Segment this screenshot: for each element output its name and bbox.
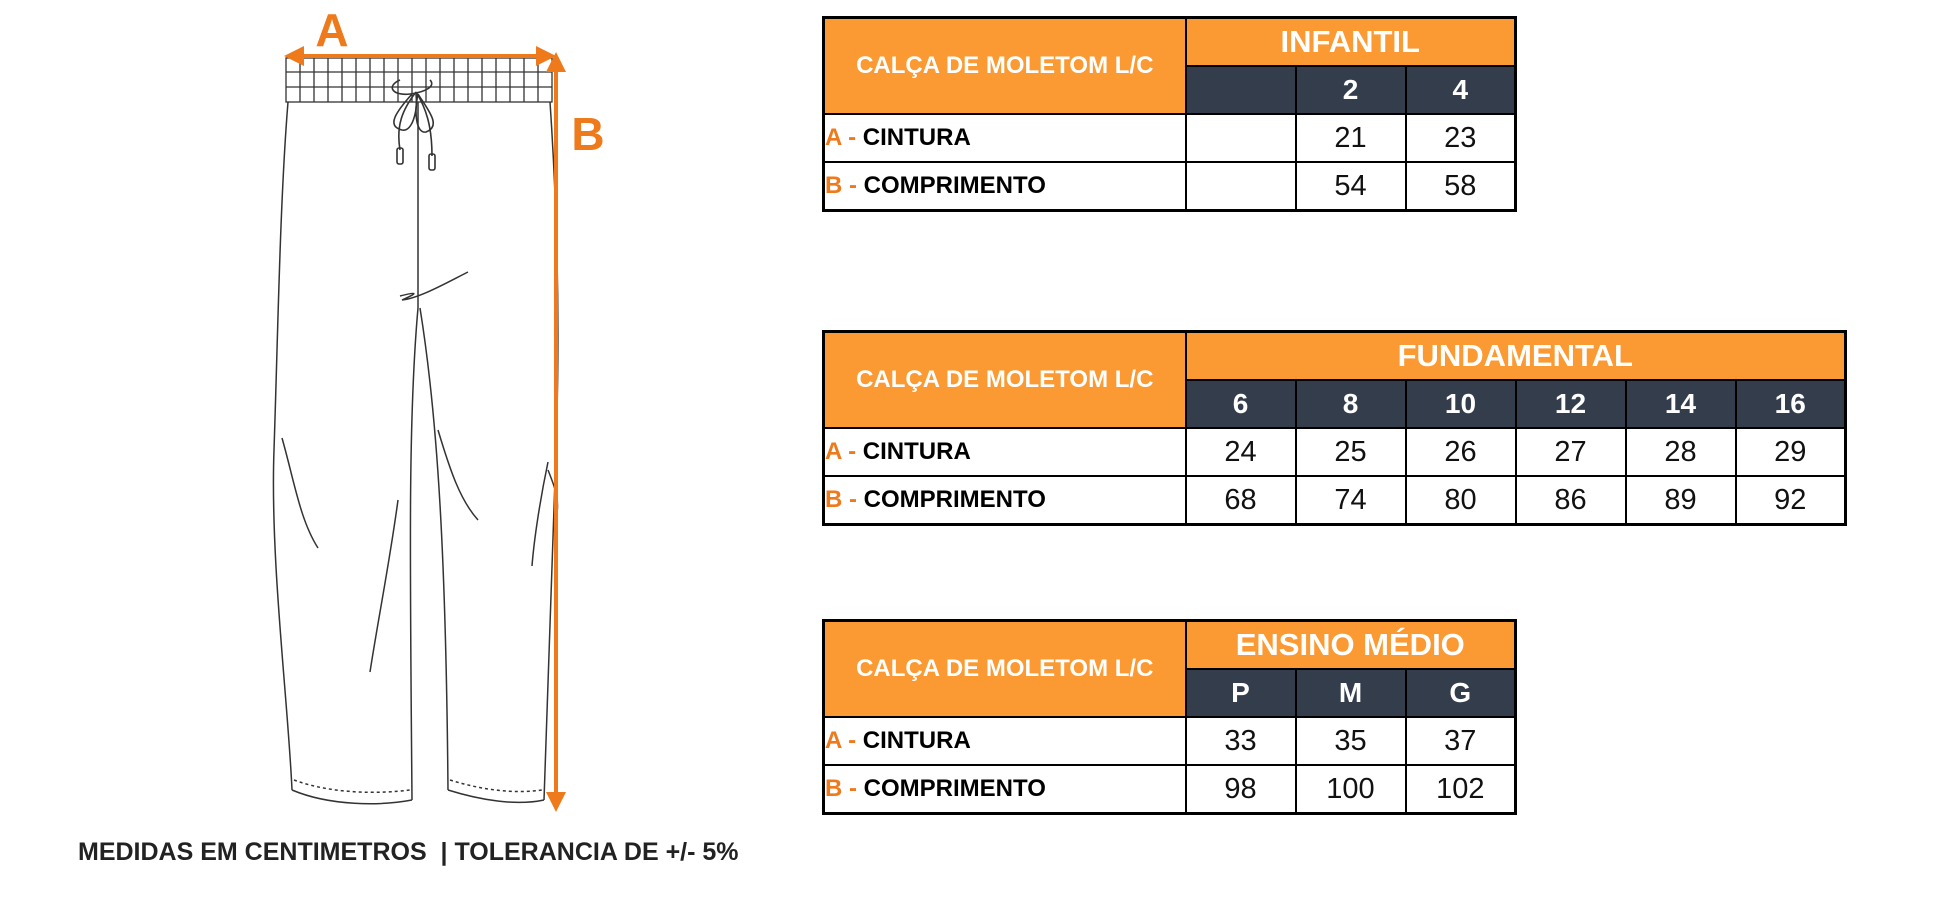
measure-value: 58	[1406, 162, 1516, 211]
size-header: P	[1186, 669, 1296, 717]
measure-value: 21	[1296, 114, 1406, 162]
sweatpants-illustration	[0, 0, 640, 820]
size-header: 2	[1296, 66, 1406, 114]
measure-value: 28	[1626, 428, 1736, 476]
size-table-fundamental	[822, 330, 1847, 526]
size-header: 14	[1626, 380, 1736, 428]
measure-value: 68	[1186, 476, 1296, 525]
measure-label: A - CINTURA	[824, 717, 1186, 765]
label-a: A	[315, 4, 349, 56]
measure-value: 37	[1406, 717, 1516, 765]
size-header: 16	[1736, 380, 1846, 428]
measure-value: 35	[1296, 717, 1406, 765]
measure-label: B - COMPRIMENTO	[824, 765, 1186, 814]
measurement-note: MEDIDAS EM CENTIMETROS | TOLERANCIA DE +/- 5%	[78, 838, 739, 866]
label-b: B	[571, 108, 605, 160]
size-header: 8	[1296, 380, 1406, 428]
table-row	[824, 428, 1846, 476]
table-row	[824, 114, 1516, 162]
measure-value: 92	[1736, 476, 1846, 525]
measure-value: 29	[1736, 428, 1846, 476]
measure-label: B - COMPRIMENTO	[824, 476, 1186, 525]
measure-value: 33	[1186, 717, 1296, 765]
measure-value: 26	[1406, 428, 1516, 476]
table-row	[824, 162, 1516, 211]
product-name: CALÇA DE MOLETOM L/C	[824, 621, 1186, 718]
measure-value: 24	[1186, 428, 1296, 476]
measure-value: 86	[1516, 476, 1626, 525]
empty-cell	[1186, 162, 1296, 211]
size-header	[1186, 66, 1296, 114]
group-heading: INFANTIL	[1186, 18, 1516, 67]
measure-label: A - CINTURA	[824, 114, 1186, 162]
pants-outline	[273, 102, 558, 804]
size-table-infantil	[822, 16, 1517, 212]
empty-cell	[1186, 114, 1296, 162]
measure-label: A - CINTURA	[824, 428, 1186, 476]
measure-value: 80	[1406, 476, 1516, 525]
table-row	[824, 717, 1516, 765]
group-heading: FUNDAMENTAL	[1186, 332, 1846, 381]
size-header: G	[1406, 669, 1516, 717]
measure-value: 54	[1296, 162, 1406, 211]
measure-value: 25	[1296, 428, 1406, 476]
size-header: 6	[1186, 380, 1296, 428]
measure-value: 102	[1406, 765, 1516, 814]
table-row	[824, 476, 1846, 525]
measure-value: 74	[1296, 476, 1406, 525]
product-name: CALÇA DE MOLETOM L/C	[824, 332, 1186, 429]
measure-value: 98	[1186, 765, 1296, 814]
size-header: 10	[1406, 380, 1516, 428]
size-header: 4	[1406, 66, 1516, 114]
drawstring	[392, 80, 435, 170]
size-table-ensino-medio	[822, 619, 1517, 815]
size-header: 12	[1516, 380, 1626, 428]
measure-value: 89	[1626, 476, 1736, 525]
measure-label: B - COMPRIMENTO	[824, 162, 1186, 211]
measure-value: 100	[1296, 765, 1406, 814]
group-heading: ENSINO MÉDIO	[1186, 621, 1516, 670]
size-header: M	[1296, 669, 1406, 717]
measure-value: 23	[1406, 114, 1516, 162]
product-name: CALÇA DE MOLETOM L/C	[824, 18, 1186, 115]
table-row	[824, 765, 1516, 814]
measure-value: 27	[1516, 428, 1626, 476]
